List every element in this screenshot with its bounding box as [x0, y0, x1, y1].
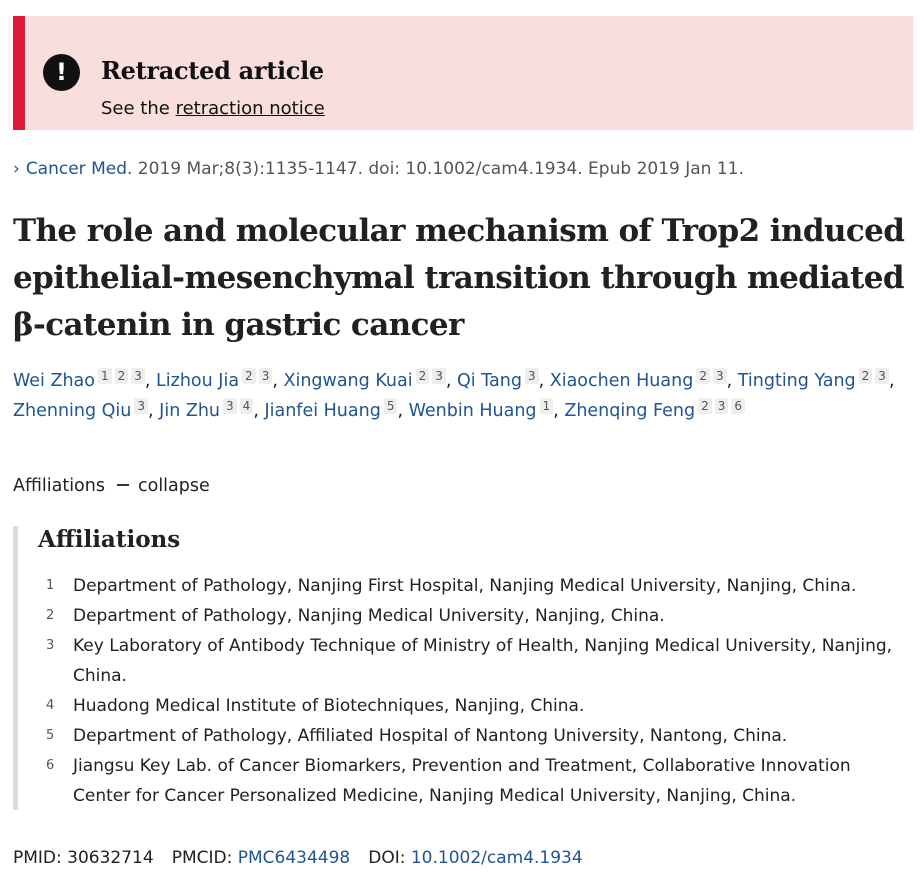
author-list: Wei Zhao 1 2 3 , Lizhou Jia 2 3 , Xingwang Kuai 2 3 , Qi Tang 3 , Xiaochen Huang 2 3 , Tingting Yang 2 3 , Zhenning Qiu 3 , Jin Zhu 3 4 , Jianfei Huang 5 , Wenbin Huang 1 , Zhenqing Feng 2 3 6 — [13, 369, 895, 421]
author-link[interactable]: Jin Zhu — [159, 401, 221, 421]
affiliation-number: 3 — [46, 638, 55, 653]
affiliation-item — [38, 601, 908, 631]
minus-icon — [117, 484, 129, 486]
affiliation-text: Key Laboratory of Antibody Technique of Ministry of Health, Nanjing Medical University, Nanjing, China. — [73, 636, 893, 686]
author-link[interactable]: Jianfei Huang — [264, 401, 381, 421]
author-item — [156, 371, 272, 391]
author-link[interactable]: Xingwang Kuai — [283, 371, 413, 391]
citation-line — [13, 159, 744, 179]
affiliation-ref-badge[interactable]: 2 — [416, 368, 430, 384]
author-item — [550, 371, 727, 391]
affiliations-heading: Affiliations — [38, 526, 181, 553]
affiliation-ref-badge[interactable]: 6 — [731, 398, 745, 414]
banner-subtitle-prefix: See the — [101, 98, 176, 119]
citation-details: 2019 Mar;8(3):1135-1147. doi: 10.1002/cam4.1934. Epub 2019 Jan 11. — [132, 159, 744, 179]
affiliation-ref-badge[interactable]: 5 — [384, 398, 398, 414]
article-title: The role and molecular mechanism of Trop2 induced epithelial-mesenchymal transition through mediated β-catenin in gastric cancer — [13, 213, 905, 343]
affiliation-number: 5 — [46, 728, 55, 743]
doi-link[interactable]: 10.1002/cam4.1934 — [410, 848, 583, 868]
affiliation-number: 6 — [46, 758, 55, 773]
author-item — [738, 371, 889, 391]
affiliation-text: Department of Pathology, Affiliated Hospital of Nantong University, Nantong, China. — [73, 726, 788, 746]
affiliation-item — [38, 631, 908, 691]
author-item — [283, 371, 445, 391]
author-link[interactable]: Zhenning Qiu — [13, 401, 132, 421]
affiliation-ref-badge[interactable]: 3 — [715, 398, 729, 414]
affiliation-ref-badge[interactable]: 4 — [240, 398, 254, 414]
collapse-button[interactable]: collapse — [137, 476, 210, 496]
author-item — [564, 401, 745, 421]
affiliation-ref-badge[interactable]: 3 — [134, 398, 148, 414]
affiliation-item — [38, 691, 908, 721]
affiliation-ref-badge[interactable]: 2 — [242, 368, 256, 384]
identifier-line — [13, 848, 583, 868]
affiliation-ref-badge[interactable]: 3 — [713, 368, 727, 384]
author-link[interactable]: Tingting Yang — [737, 371, 856, 391]
author-item — [457, 371, 539, 391]
author-item — [13, 371, 145, 391]
author-item — [13, 401, 148, 421]
journal-link[interactable]: Cancer Med. — [25, 159, 133, 179]
pmcid-link[interactable]: PMC6434498 — [237, 848, 351, 868]
pmid-value: 30632714 — [67, 848, 154, 868]
affiliation-ref-badge[interactable]: 3 — [259, 368, 273, 384]
affiliation-ref-badge[interactable]: 3 — [432, 368, 446, 384]
retraction-banner — [13, 16, 913, 130]
affiliation-ref-badge[interactable]: 1 — [98, 368, 112, 384]
retraction-notice-link[interactable]: retraction notice — [175, 98, 325, 119]
banner-subtitle — [101, 98, 325, 119]
affiliation-ref-badge[interactable]: 3 — [223, 398, 237, 414]
author-link[interactable]: Qi Tang — [457, 371, 522, 391]
author-link[interactable]: Lizhou Jia — [156, 371, 240, 391]
chevron-right-icon[interactable]: › — [13, 159, 20, 179]
affiliation-item — [38, 571, 908, 601]
affiliations-panel — [13, 526, 913, 810]
affiliation-ref-badge[interactable]: 2 — [115, 368, 129, 384]
affiliation-number: 1 — [46, 578, 55, 593]
exclamation-icon: ! — [43, 54, 80, 91]
affiliation-item — [38, 751, 908, 811]
affiliation-ref-badge[interactable]: 2 — [696, 368, 710, 384]
affiliation-number: 2 — [46, 608, 55, 623]
affiliation-ref-badge[interactable]: 3 — [131, 368, 145, 384]
author-link[interactable]: Wei Zhao — [13, 371, 95, 391]
affiliations-toggle-label: Affiliations — [13, 476, 105, 496]
affiliation-ref-badge[interactable]: 3 — [875, 368, 889, 384]
author-link[interactable]: Wenbin Huang — [408, 401, 537, 421]
affiliation-text: Jiangsu Key Lab. of Cancer Biomarkers, Prevention and Treatment, Collaborative Innovation Center for Cancer Personalized Medicine, Nanjing Medical University, Nanjing, China. — [73, 756, 851, 806]
affiliations-toggle[interactable] — [13, 476, 210, 496]
banner-title: Retracted article — [101, 56, 324, 85]
affiliation-ref-badge[interactable]: 2 — [859, 368, 873, 384]
author-item — [264, 401, 397, 421]
affiliation-text: Huadong Medical Institute of Biotechniques, Nanjing, China. — [73, 696, 585, 716]
affiliation-text: Department of Pathology, Nanjing Medical University, Nanjing, China. — [73, 606, 665, 626]
affiliations-list — [38, 571, 908, 811]
affiliation-number: 4 — [46, 698, 55, 713]
affiliation-item — [38, 721, 908, 751]
author-item — [409, 401, 554, 421]
affiliation-ref-badge[interactable]: 3 — [525, 368, 539, 384]
author-link[interactable]: Xiaochen Huang — [549, 371, 694, 391]
author-link[interactable]: Zhenqing Feng — [564, 401, 696, 421]
pmcid-label: PMCID: — [171, 848, 238, 868]
affiliation-ref-badge[interactable]: 2 — [698, 398, 712, 414]
affiliation-ref-badge[interactable]: 1 — [540, 398, 554, 414]
affiliation-text: Department of Pathology, Nanjing First Hospital, Nanjing Medical University, Nanjing, China. — [73, 576, 857, 596]
author-item — [159, 401, 253, 421]
pmid-label: PMID: — [13, 848, 68, 868]
doi-label: DOI: — [368, 848, 411, 868]
